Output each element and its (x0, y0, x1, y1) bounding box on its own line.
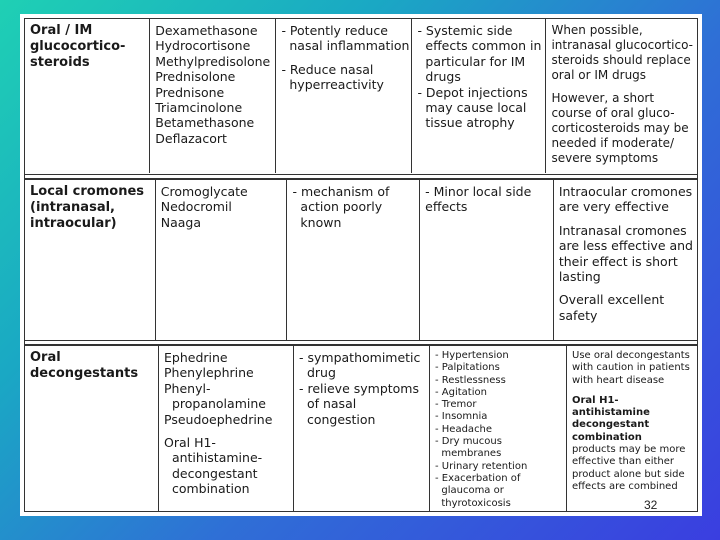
text-line: Cromoglycate (160, 184, 248, 199)
cell-comments (545, 19, 697, 173)
text-line: However, a short (551, 91, 655, 105)
table-row (25, 19, 697, 173)
cell-comments (566, 346, 697, 511)
text-line: of nasal (299, 396, 357, 412)
line-gap (572, 387, 693, 395)
cell-mechanism (275, 19, 411, 173)
text-line: Naaga (160, 214, 202, 230)
text-line: thyrotoxicosis (435, 497, 511, 509)
text-line: Oral / IM (30, 23, 93, 38)
text-line: congestion (299, 411, 376, 427)
cell-side-effects (429, 346, 566, 511)
text-line: course of oral gluco- (551, 106, 675, 120)
text-line: Oral H1- (572, 394, 619, 406)
text-line: Methylpredisolone (155, 53, 271, 69)
text-line: Phenylephrine (164, 365, 254, 381)
text-line: are less effective and (558, 238, 693, 254)
text-line: drug (299, 365, 336, 381)
text-line: tissue atrophy (417, 115, 515, 131)
text-line: - mechanism of (292, 184, 390, 199)
text-line: Intraocular cromones (558, 184, 693, 199)
cell-examples (155, 180, 287, 340)
text-line: lasting (558, 269, 601, 285)
text-line: Local cromones (30, 184, 145, 199)
text-line: effects common in (417, 38, 542, 54)
text-line: intraocular) (30, 216, 117, 231)
text-line: decongestants (30, 366, 139, 381)
text-line: steroids should replace (551, 53, 691, 67)
text-line: drugs (417, 69, 461, 85)
text-line: - Potently reduce (281, 23, 388, 38)
text-line: glaucoma or (435, 485, 504, 497)
text-line: action poorly (292, 199, 383, 215)
cell-mechanism (286, 180, 419, 340)
table-row (25, 179, 697, 340)
text-line: decongestant (164, 465, 258, 481)
text-line: intranasal glucocortico- (551, 38, 693, 52)
line-gap (559, 215, 693, 223)
line-gap (281, 54, 407, 62)
cell-examples (149, 19, 275, 173)
text-line: - Hypertension (435, 350, 509, 361)
text-line: When possible, (551, 23, 643, 37)
text-line: combination (164, 481, 250, 497)
text-line: their effect is short (558, 253, 678, 269)
text-line: Oral (30, 350, 61, 365)
line-gap (551, 83, 693, 91)
page-number: 32 (644, 498, 658, 512)
text-line: - Reduce nasal (281, 61, 374, 77)
text-line: severe symptoms (551, 151, 659, 165)
text-line: steroids (30, 55, 90, 70)
text-line: Ephedrine (164, 350, 228, 365)
text-line: Pseudoephedrine (164, 411, 273, 427)
drug-table (24, 18, 698, 512)
text-line: products may be more (572, 444, 686, 456)
text-line: effects are combined (572, 480, 678, 492)
text-line: - Exacerbation of (435, 472, 521, 484)
cell-drug-class (25, 346, 158, 511)
text-line: decongestant (572, 419, 650, 431)
table-row (25, 345, 697, 511)
text-line: antihistamine- (164, 450, 263, 466)
text-line: Use oral decongestants (572, 350, 690, 361)
text-line: - Dry mucous (435, 436, 502, 448)
text-line: combination (572, 431, 642, 443)
text-line: known (292, 214, 342, 230)
text-line: corticosteroids may be (551, 121, 689, 135)
text-line: with heart disease (572, 374, 665, 386)
text-line: effects (425, 199, 468, 215)
text-line: - Headache (435, 423, 493, 435)
row-divider (25, 340, 697, 345)
text-line: Phenyl- (164, 380, 211, 396)
text-line: safety (558, 307, 598, 323)
text-line: Intranasal cromones (558, 222, 687, 238)
text-line: Prednisone (155, 84, 225, 100)
text-line: - Minor local side (425, 184, 532, 199)
text-line: Prednisolone (155, 69, 236, 85)
cell-drug-class (25, 19, 149, 173)
text-line: Triamcinolone (155, 100, 243, 116)
cell-drug-class (25, 180, 155, 340)
line-gap (164, 427, 289, 435)
text-line: - Agitation (435, 386, 487, 398)
text-line: - Tremor (435, 399, 477, 411)
line-gap (559, 284, 693, 292)
cell-mechanism (293, 346, 429, 511)
text-line: particular for IM (417, 53, 526, 69)
cell-comments (553, 180, 697, 340)
text-line: Betamethasone (155, 115, 255, 131)
slide (20, 14, 702, 516)
text-line: Oral H1- (164, 435, 216, 451)
text-line: - Restlessness (435, 374, 506, 386)
row-divider (25, 174, 697, 179)
cell-side-effects (419, 180, 553, 340)
text-line: membranes (435, 448, 502, 460)
text-line: oral or IM drugs (551, 68, 647, 82)
text-line: - Insomnia (435, 411, 488, 423)
cell-examples (158, 346, 293, 511)
text-line: - relieve symptoms (299, 380, 419, 396)
text-line: may cause local (417, 100, 527, 116)
text-line: effective than either (572, 456, 674, 468)
text-line: are very effective (558, 199, 669, 215)
text-line: nasal inflammation (281, 38, 410, 54)
text-line: antihistamine (572, 407, 650, 419)
text-line: product alone but side (572, 468, 685, 480)
text-line: Hydrocortisone (155, 38, 251, 54)
text-line: needed if moderate/ (551, 136, 675, 150)
text-line: Dexamethasone (155, 23, 258, 38)
cell-side-effects (411, 19, 545, 173)
text-line: propanolamine (164, 396, 266, 412)
text-line: (intranasal, (30, 200, 115, 215)
text-line: - Palpitations (435, 362, 500, 374)
text-line: Deflazacort (155, 130, 227, 146)
text-line: Overall excellent (558, 292, 665, 308)
text-line: hyperreactivity (281, 77, 384, 93)
text-line: glucocortico- (30, 39, 126, 54)
text-line: - Depot injections (417, 84, 528, 100)
text-line: - Urinary retention (435, 460, 528, 472)
text-line: - sympathomimetic (299, 350, 421, 365)
text-line: - Systemic side (417, 23, 513, 38)
text-line: Nedocromil (160, 199, 232, 215)
text-line: with caution in patients (572, 362, 690, 374)
